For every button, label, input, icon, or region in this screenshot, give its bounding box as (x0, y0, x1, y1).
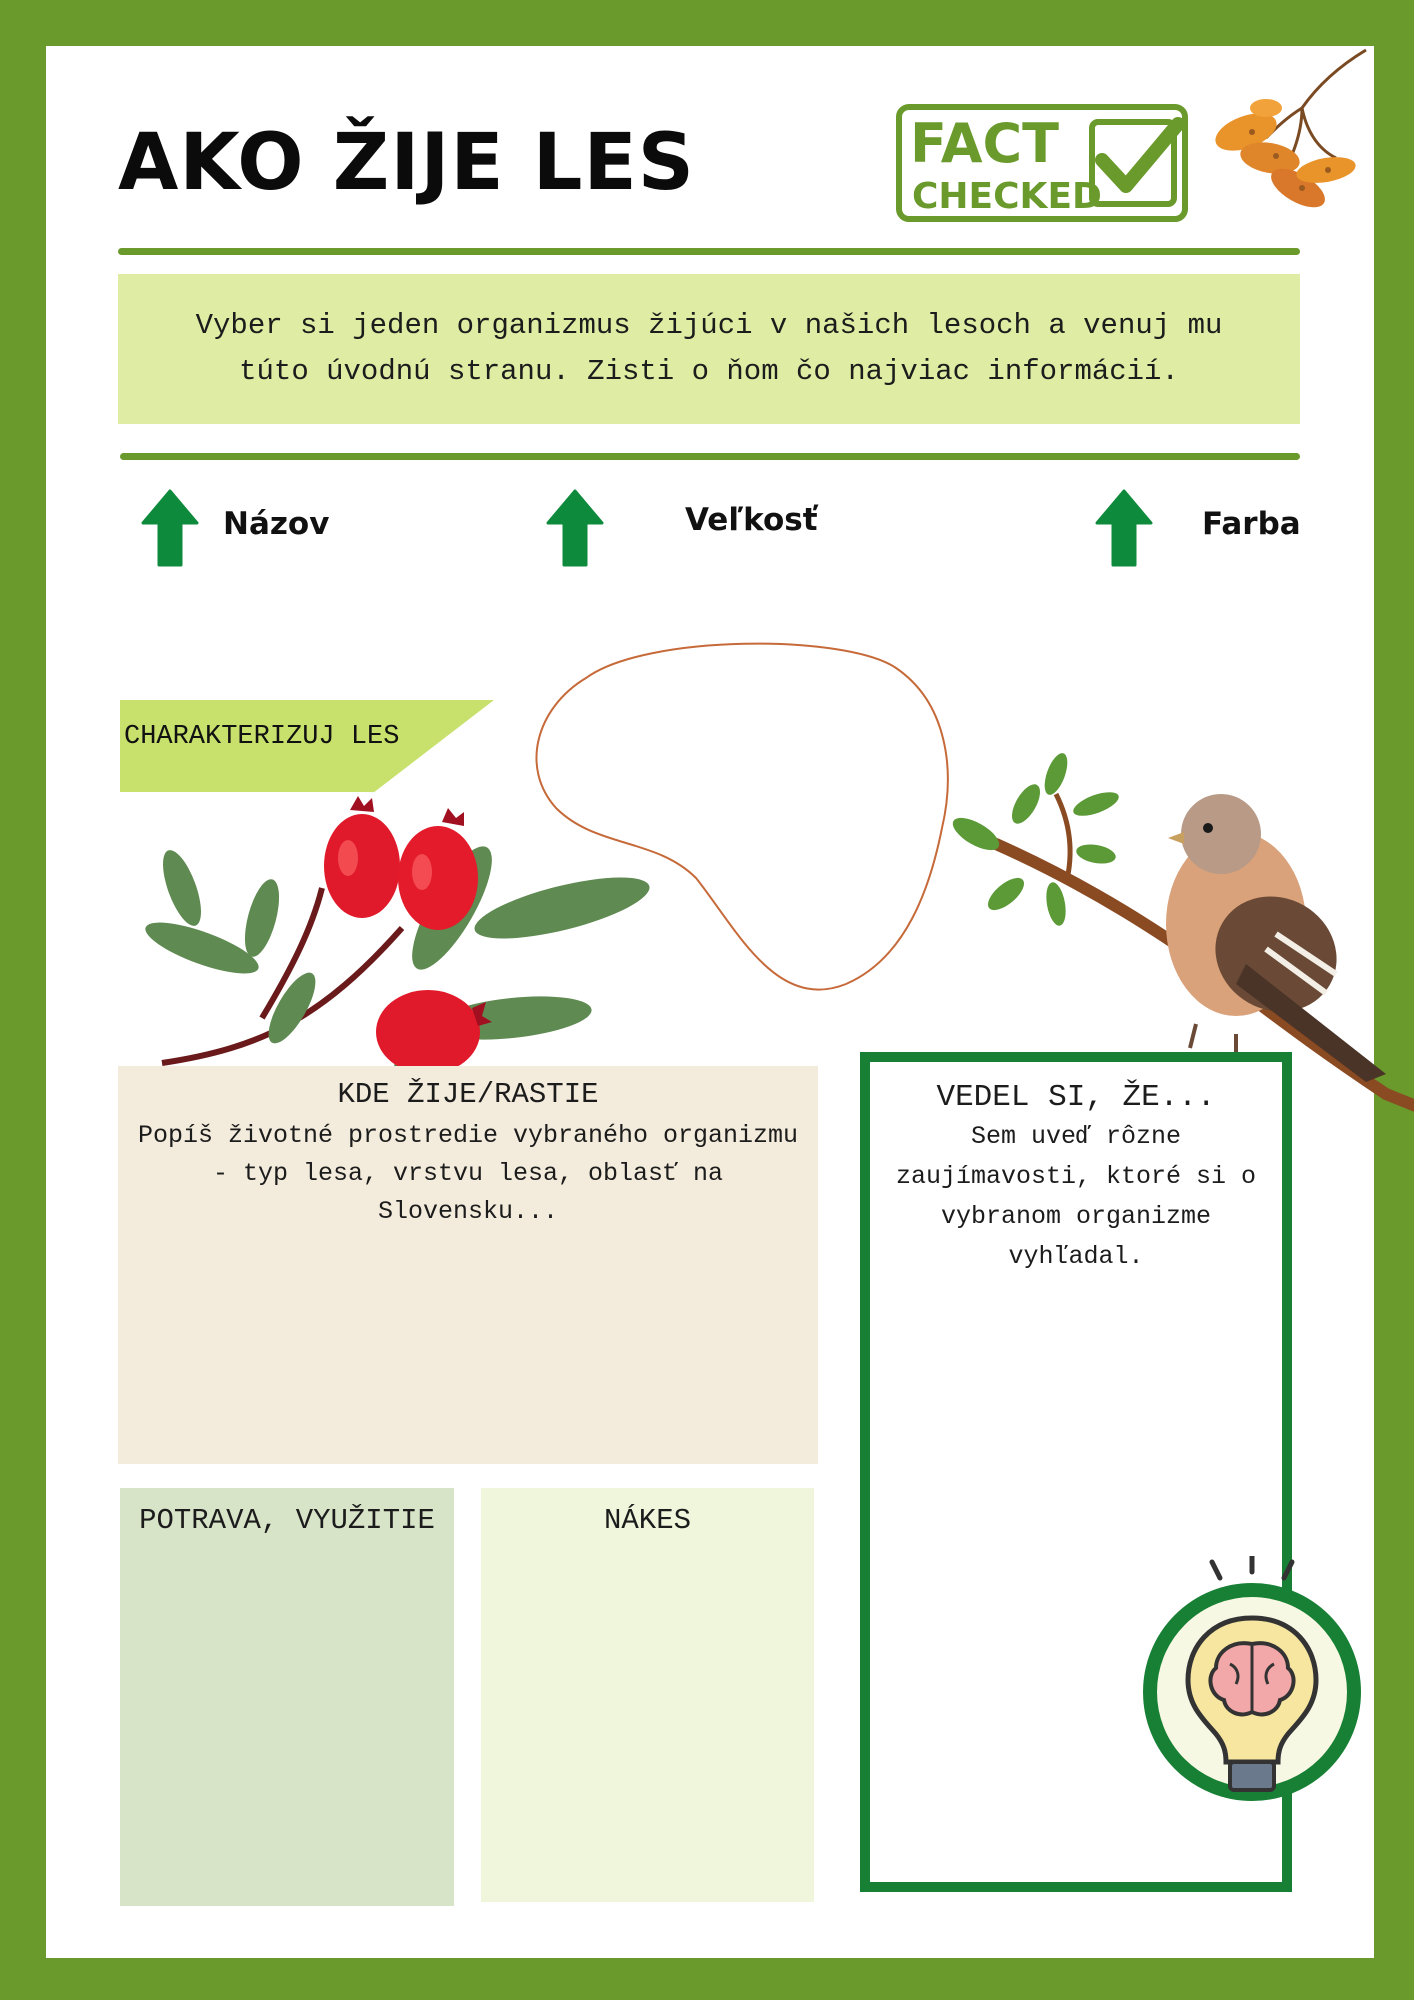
lightbulb-brain-icon (1140, 1556, 1364, 1806)
check-icon (1102, 124, 1178, 186)
kde-zije-instructions: Popíš životné prostredie vybraného organizmu - typ lesa, vrstvu lesa, oblasť na Slovensku... (137, 1121, 799, 1226)
kde-zije-heading: KDE ŽIJE/RASTIE (337, 1078, 599, 1111)
fact-checked-badge (896, 104, 1188, 222)
field-nazov-label: Názov (223, 506, 330, 542)
badge-line2: CHECKED (912, 176, 1102, 217)
nakes-heading: NÁKES (603, 1504, 691, 1537)
vedel-si-heading: VEDEL SI, ŽE... (936, 1080, 1216, 1115)
rosehip-illustration (142, 788, 702, 1108)
potrava-heading: POTRAVA, VYUŽITIE (139, 1504, 435, 1537)
field-velkost-arrow-icon (546, 489, 604, 572)
vedel-si-instructions: Sem uveď rôzne zaujímavosti, ktoré si o vybranom organizme vyhľadal. (895, 1122, 1257, 1271)
charakterizuj-tag-label: CHARAKTERIZUJ LES (124, 722, 400, 752)
field-nazov-arrow-icon (141, 489, 199, 572)
field-farba-arrow-icon (1095, 489, 1153, 572)
kde-zije-box[interactable] (118, 1066, 818, 1464)
intro-divider (120, 453, 1300, 460)
intro-text: Vyber si jeden organizmus žijúci v našich lesoch a venuj mu túto úvodnú stranu. Zisti o ňom čo najviac informácií. (195, 309, 1223, 388)
larch-cone-icon (1206, 48, 1368, 216)
field-velkost-label: Veľkosť (685, 502, 818, 538)
worksheet-page (46, 46, 1374, 1958)
nakes-box[interactable] (481, 1488, 814, 1902)
title-divider (118, 248, 1300, 255)
intro-box (118, 274, 1300, 424)
potrava-box[interactable] (120, 1488, 454, 1906)
page-title: AKO ŽIJE LES (118, 118, 695, 208)
field-farba-label: Farba (1202, 506, 1301, 542)
badge-line1: FACT (910, 112, 1059, 175)
